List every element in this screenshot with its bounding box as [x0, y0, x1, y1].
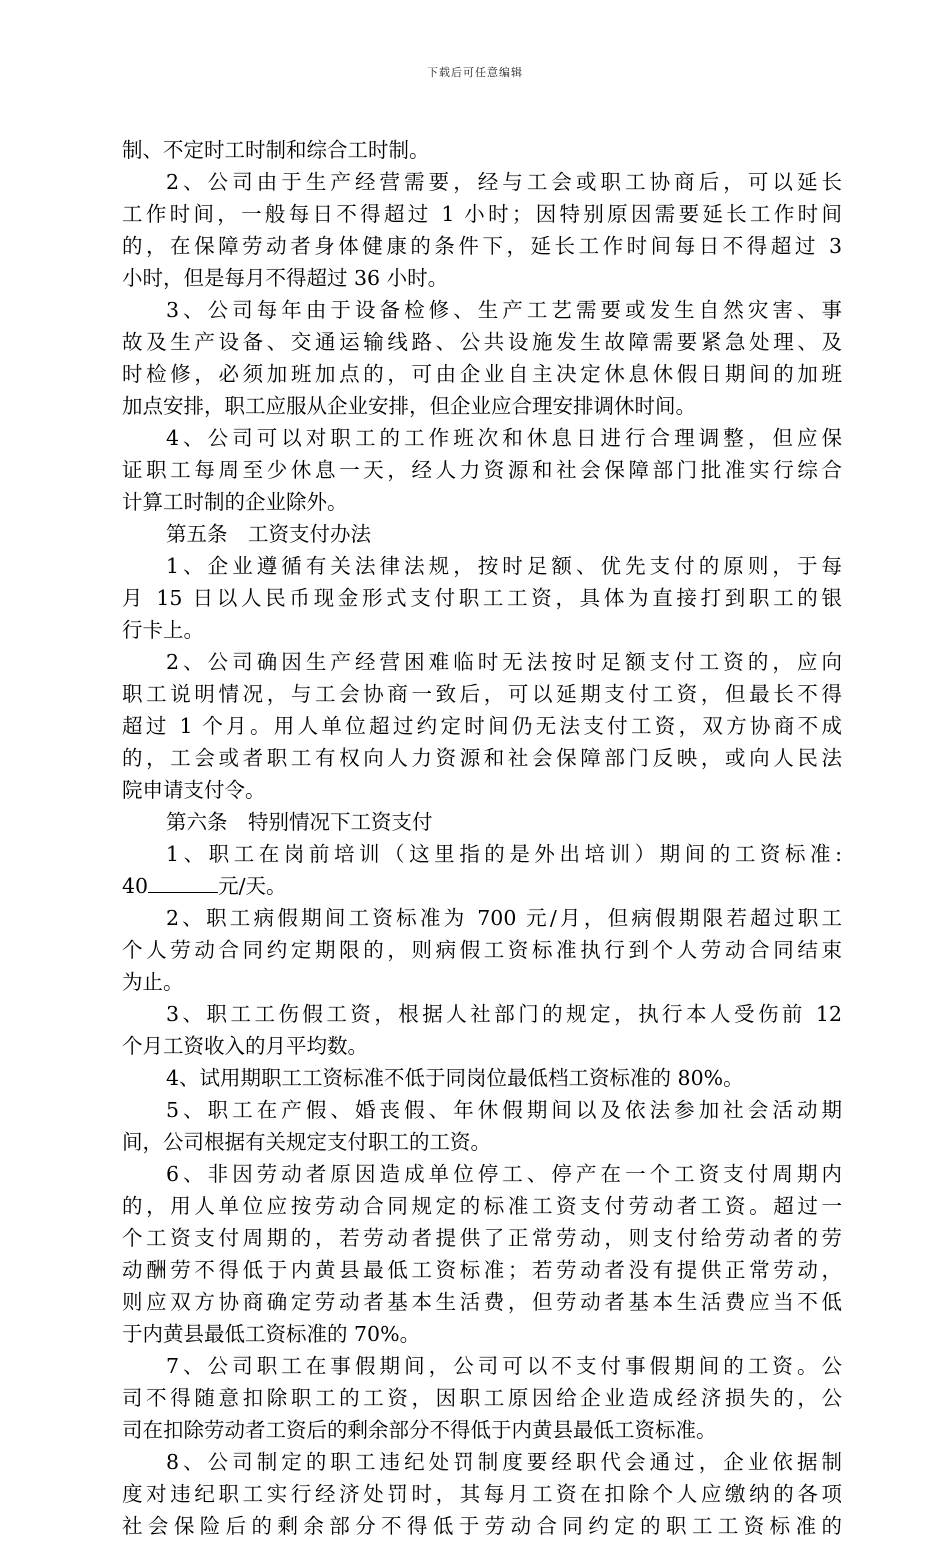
text-line: 2、职工病假期间工资标准为 700 元/月，但病假期限若超过职工	[166, 906, 842, 930]
text-line: 5、职工在产假、婚丧假、年休假期间以及依法参加社会活动期	[166, 1098, 842, 1122]
text-line: 动酬劳不得低于内黄县最低工资标准；若劳动者没有提供正常劳动，	[122, 1258, 842, 1282]
text-line: 小时，但是每月不得超过 36 小时。	[122, 266, 449, 290]
text-line: 7、公司职工在事假期间，公司可以不支付事假期间的工资。公	[166, 1354, 842, 1378]
text-line: 的，工会或者职工有权向人力资源和社会保障部门反映，或向人民法	[122, 746, 842, 770]
text-line: 司在扣除劳动者工资后的剩余部分不得低于内黄县最低工资标准。	[122, 1418, 717, 1442]
text-line: 个工资支付周期的，若劳动者提供了正常劳动，则支付给劳动者的劳	[122, 1226, 842, 1250]
text-line: 3、公司每年由于设备检修、生产工艺需要或发生自然灾害、事	[166, 298, 842, 322]
text-line: 6、非因劳动者原因造成单位停工、停产在一个工资支付周期内	[166, 1162, 842, 1186]
text-line: 的，用人单位应按劳动合同规定的标准工资支付劳动者工资。超过一	[122, 1194, 842, 1218]
text-line: 月 15 日以人民币现金形式支付职工工资，具体为直接打到职工的银	[122, 586, 842, 610]
text-line: 3、职工工伤假工资，根据人社部门的规定，执行本人受伤前 12	[166, 1002, 842, 1026]
text-line: 度对违纪职工实行经济处罚时，其每月工资在扣除个人应缴纳的各项	[122, 1482, 842, 1506]
page-header: 下载后可任意编辑	[427, 66, 523, 79]
text-line: 第六条 特别情况下工资支付	[166, 810, 433, 834]
text-line: 工作时间，一般每日不得超过 1 小时；因特别原因需要延长工作时间	[122, 202, 842, 226]
text-line: 的，在保障劳动者身体健康的条件下，延长工作时间每日不得超过 3	[122, 234, 842, 258]
text-line: 2、公司确因生产经营困难临时无法按时足额支付工资的，应向	[166, 650, 842, 674]
text-line: 社会保险后的剩余部分不得低于劳动合同约定的职工工资标准的	[122, 1514, 842, 1538]
text-line: 职工说明情况，与工会协商一致后，可以延期支付工资，但最长不得	[122, 682, 842, 706]
training-wage-line	[122, 870, 842, 902]
text-line: 2、公司由于生产经营需要，经与工会或职工协商后，可以延长	[166, 170, 842, 194]
text-line: 制、不定时工时制和综合工时制。	[122, 138, 430, 162]
text-line: 超过 1 个月。用人单位超过约定时间仍无法支付工资，双方协商不成	[122, 714, 842, 738]
text-line: 时检修，必须加班加点的，可由企业自主决定休息休假日期间的加班	[122, 362, 842, 386]
text-line: 个人劳动合同约定期限的，则病假工资标准执行到个人劳动合同结束	[122, 938, 842, 962]
text-line: 故及生产设备、交通运输线路、公共设施发生故障需要紧急处理、及	[122, 330, 842, 354]
document-body	[122, 134, 842, 1542]
text-line: 1、企业遵循有关法律法规，按时足额、优先支付的原则，于每	[166, 554, 842, 578]
training-wage-amount: 40	[122, 874, 149, 898]
text-line: 则应双方协商确定劳动者基本生活费，但劳动者基本生活费应当不低	[122, 1290, 842, 1314]
text-line: 加点安排，职工应服从企业安排，但企业应合理安排调休时间。	[122, 394, 696, 418]
text-line: 为止。	[122, 970, 184, 994]
text-line: 司不得随意扣除职工的工资，因职工原因给企业造成经济损失的，公	[122, 1386, 842, 1410]
text-line: 院申请支付令。	[122, 778, 266, 802]
text-line: 第五条 工资支付办法	[166, 522, 371, 546]
text-line: 4、试用期职工工资标准不低于同岗位最低档工资标准的 80%。	[166, 1066, 744, 1090]
fill-in-blank	[148, 870, 218, 893]
text-line: 4、公司可以对职工的工作班次和休息日进行合理调整，但应保	[166, 426, 842, 450]
text-line: 于内黄县最低工资标准的 70%。	[122, 1322, 421, 1346]
text-line: 1、职工在岗前培训（这里指的是外出培训）期间的工资标准:	[166, 842, 842, 866]
text-line: 间，公司根据有关规定支付职工的工资。	[122, 1130, 491, 1154]
text-line: 个月工资收入的月平均数。	[122, 1034, 368, 1058]
text-line: 计算工时制的企业除外。	[122, 490, 348, 514]
text-line: 证职工每周至少休息一天，经人力资源和社会保障部门批准实行综合	[122, 458, 842, 482]
training-wage-unit: 元/天。	[218, 874, 287, 898]
text-line: 行卡上。	[122, 618, 204, 642]
text-line: 8、公司制定的职工违纪处罚制度要经职代会通过，企业依据制	[166, 1450, 842, 1474]
